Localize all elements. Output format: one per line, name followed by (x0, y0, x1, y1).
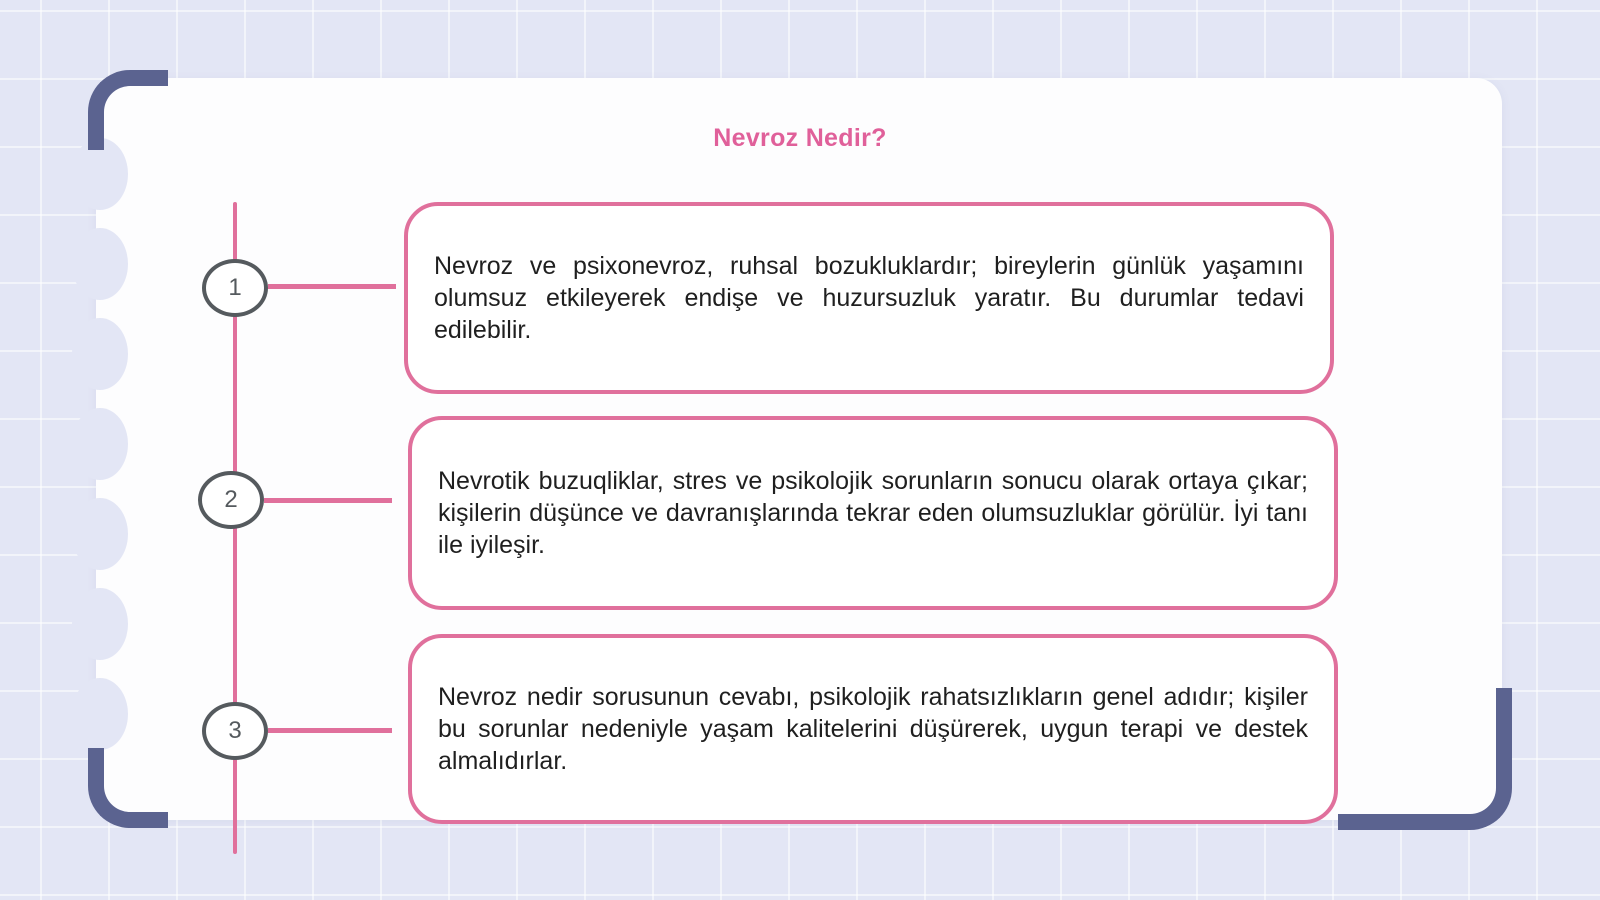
frame-corner-bottom-left (88, 748, 168, 828)
step-badge-2: 2 (198, 471, 264, 529)
info-card-3 (408, 634, 1338, 824)
step-badge-3: 3 (202, 702, 268, 760)
info-card-2 (408, 416, 1338, 610)
timeline-connector (264, 498, 392, 503)
page-title: Nevroz Nedir? (713, 124, 887, 152)
paper-edge-scallop (72, 408, 128, 480)
frame-corner-bottom-right (1338, 688, 1512, 830)
paper-edge-scallop (72, 498, 128, 570)
info-card-1 (404, 202, 1334, 394)
timeline-connector (268, 728, 392, 733)
step-badge-1: 1 (202, 259, 268, 317)
paper-edge-scallop (72, 678, 128, 750)
info-card-text: Nevroz ve psixonevroz, ruhsal bozukluklardır; bireylerin günlük yaşamını olumsuz etkileyerek endişe ve huzursuzluk yaratır. Bu durumlar tedavi edilebilir. (434, 252, 1304, 344)
paper-edge-scallop (72, 228, 128, 300)
timeline-connector (268, 284, 396, 289)
paper-edge-scallop (72, 318, 128, 390)
paper-edge-scallop (72, 588, 128, 660)
info-card-text: Nevrotik buzuqliklar, stres ve psikolojik sorunların sonucu olarak ortaya çıkar; kişilerin düşünce ve davranışlarında tekrar eden olumsuzluklar görülür. İyi tanı ile iyileşir. (438, 467, 1308, 559)
info-card-text: Nevroz nedir sorusunun cevabı, psikolojik rahatsızlıkların genel adıdır; kişiler bu sorunlar nedeniyle yaşam kalitelerini düşürerek, uygun terapi ve destek almalıdırlar. (438, 683, 1308, 775)
